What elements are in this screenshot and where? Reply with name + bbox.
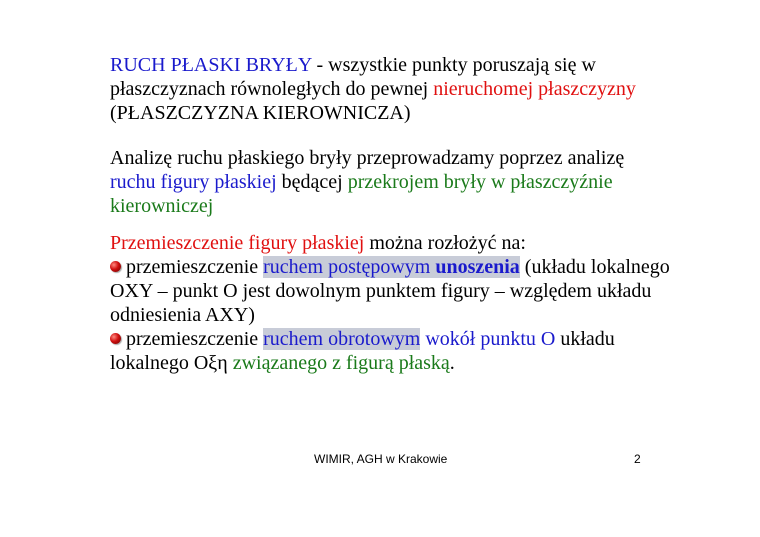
around-point-o-term: wokół punktu O [420,328,556,350]
translational-motion-term: ruchem postępowym [263,256,431,278]
decomposition-paragraph [110,231,670,375]
bullet-item-rotation [110,327,670,375]
definition-text: - wszystkie punkty poruszają się w płaszczyznach równoległych do pewnej [110,54,596,100]
analysis-text-1: Analizę ruchu płaskiego bryły przeprowadzamy poprzez analizę [110,147,625,169]
bullet-2-text-1: przemieszczenie [126,328,264,350]
red-sphere-bullet-icon [110,261,121,272]
decomposition-intro-text: można rozłożyć na: [364,232,526,254]
guiding-plane-term: (PŁASZCZYZNA KIEROWNICZA) [110,102,411,124]
analysis-paragraph [110,146,670,218]
attached-to-figure-term: związanego z figurą płaską [232,352,450,374]
definition-title: RUCH PŁASKI BRYŁY [110,54,312,76]
bullet-1-text-1: przemieszczenie [126,256,264,278]
analysis-text-2: będącej [276,171,348,193]
bullet-1-text-2: (układu lokalnego OXY – punkt O jest dowolnym punktem figury – względem układu odniesienia AXY) [110,256,670,326]
red-sphere-bullet-icon [110,333,121,344]
bullet-item-translation [110,255,670,327]
bullet-2-end: . [449,352,455,374]
displacement-term: Przemieszczenie figury płaskiej [110,232,365,254]
definition-paragraph [110,53,670,125]
planar-figure-motion-term: ruchu figury płaskiej [110,171,277,193]
footer-institution: WIMIR, AGH w Krakowie [314,452,448,466]
cross-section-term: przekrojem bryły w płaszczyźnie kierowniczej [110,171,613,217]
fixed-plane-term: nieruchomej płaszczyzny [433,78,636,100]
page-number: 2 [634,452,641,466]
transport-term: unoszenia [435,256,520,278]
decomposition-intro [110,231,670,255]
bullet-2-text-2: układu lokalnego Oξη [110,328,615,374]
rotational-motion-term: ruchem obrotowym [263,328,421,350]
